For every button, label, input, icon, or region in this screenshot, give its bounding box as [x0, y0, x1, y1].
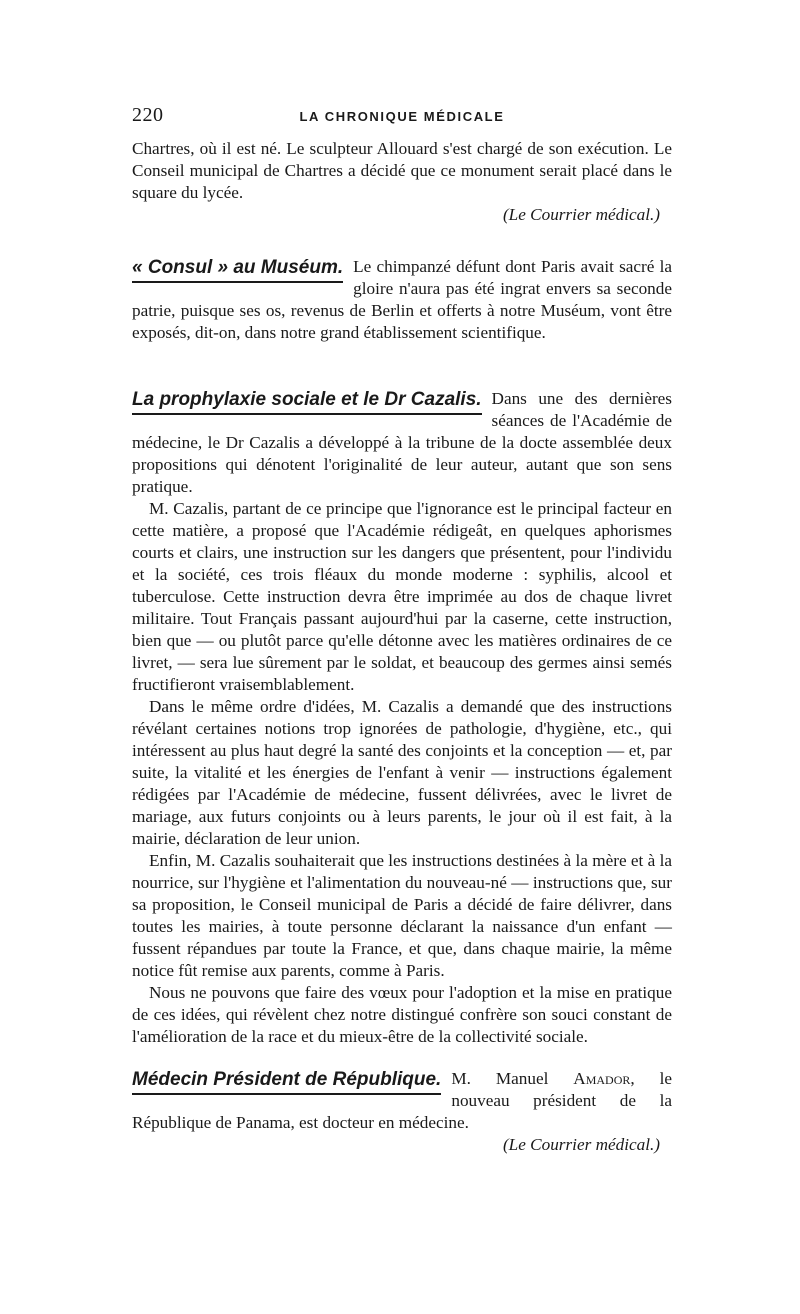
page-header: [132, 104, 672, 130]
cazalis-paragraph-5: Nous ne pouvons que faire des vœux pour l'adoption et la mise en pratique de ces idées, qui révèlent chez notre distingué confrère son souci constant de l'amélioration de la race et du mieux-être de la collectivité sociale.: [132, 983, 672, 1046]
president-text-after: , le nouveau président de la République de Panama, est docteur en médecine.: [132, 1069, 672, 1132]
section-president: [132, 1068, 672, 1156]
section-heading-consul: « Consul » au Muséum.: [132, 256, 343, 283]
running-title: LA CHRONIQUE MÉDICALE: [299, 109, 505, 124]
cazalis-paragraph-3: Dans le même ordre d'idées, M. Cazalis a demandé que des instructions révélant certaines notions trop ignorées de pathologie, d'hygiène, etc., qui intéressent au plus haut degré la santé des conjoints et la conception — et, par suite, la vitalité et les énergies de l'enfant à venir — instructions également rédigées par l'Académie de médecine, fussent délivrées, avec le livret de mariage, aux futurs conjoints ou à leurs parents, le jour où il est fait, à la mairie, déclaration de leur union.: [132, 697, 672, 848]
page-number: 220: [132, 104, 164, 126]
section-heading-cazalis: La prophylaxie sociale et le Dr Cazalis.: [132, 388, 482, 415]
source-citation-2: (Le Courrier médical.): [502, 1135, 660, 1154]
section-consul: [132, 256, 672, 344]
section-heading-president: Médecin Président de République.: [132, 1068, 441, 1095]
president-text-before: M. Manuel: [451, 1069, 574, 1088]
source-citation: (Le Courrier médical.): [502, 205, 660, 224]
president-name: Amador: [573, 1069, 631, 1088]
cazalis-paragraph-2: M. Cazalis, partant de ce principe que l'ignorance est le principal facteur en cette matière, a proposé que l'Académie rédigeât, en quelques aphorismes courts et clairs, une instruction sur les dangers que présentent, pour l'individu et la société, ces trois fléaux du monde moderne : syphilis, alcool et tuberculose. Cette instruction devra être imprimée au dos de chaque livret militaire. Tout Français passant aujourd'hui par la caserne, cette instruction, bien que — ou plutôt parce qu'elle détonne avec les matières ordinaires de ce livret, — sera lue sûrement par le soldat, et beaucoup des germes ainsi semés fructifieront vraisemblablement.: [132, 499, 672, 694]
intro-block: [132, 138, 672, 226]
section-cazalis: [132, 388, 672, 1048]
section-body-consul: Le chimpanzé défunt dont Paris avait sacré la gloire n'aura pas été ingrat envers sa seconde patrie, puisque ses os, revenus de Berlin et offerts à notre Muséum, vont être exposés, dit-on, dans notre grand établissement scientifique.: [132, 257, 672, 342]
cazalis-paragraph-4: Enfin, M. Cazalis souhaiterait que les instructions destinées à la mère et à la nourrice, sur l'hygiène et l'alimentation du nouveau-né — instructions que, sur sa proposition, le Conseil municipal de Paris a décidé de faire délivrer, dans toutes les mairies, à toute personne déclarant la naissance d'un enfant — fussent répandues par toute la France, et que, dans chaque mairie, la même notice fût remise aux parents, comme à Paris.: [132, 851, 672, 980]
cazalis-paragraph-1: Dans une des dernières séances de l'Académie de médecine, le Dr Cazalis a développé à la tribune de la docte assemblée deux propositions qui dénotent l'originalité de leur auteur, autant que son sens pratique.: [132, 389, 672, 496]
intro-paragraph: Chartres, où il est né. Le sculpteur Allouard s'est chargé de son exécution. Le Conseil municipal de Chartres a décidé que ce monument serait placé dans le square du lycée.: [132, 139, 672, 202]
